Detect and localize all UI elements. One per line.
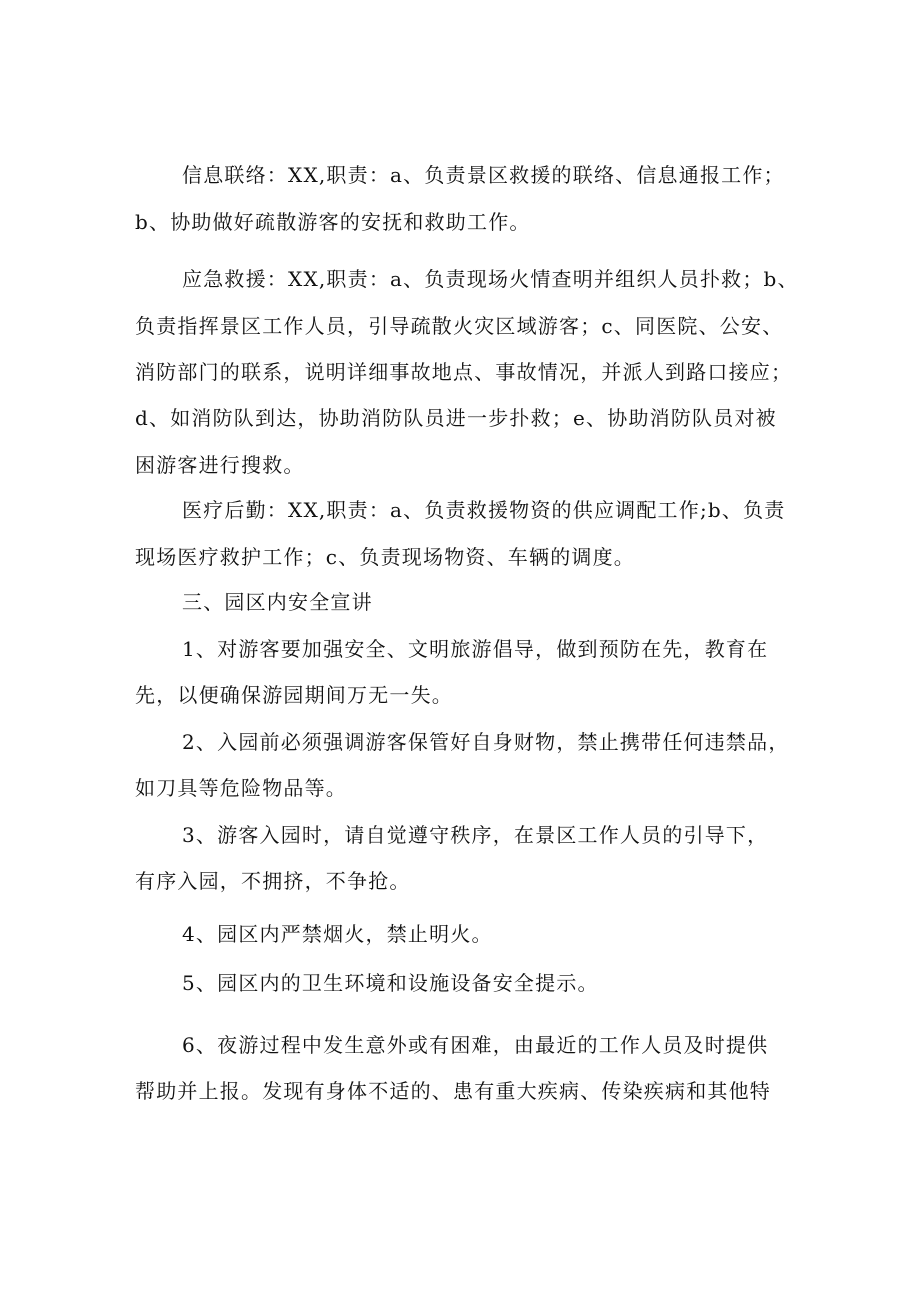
paragraph-emergency-rescue-line-5: 困游客进行搜救。 (135, 453, 305, 477)
paragraph-medical-logistics-line-1: 医疗后勤：XX,职责：a、负责救援物资的供应调配工作;b、负责 (182, 498, 786, 522)
item-5: 5、园区内的卫生环境和设施设备安全提示。 (182, 971, 599, 995)
paragraph-emergency-rescue-line-3: 消防部门的联系，说明详细事故地点、事故情况，并派人到路口接应； (135, 360, 793, 384)
item-6-line-2: 帮助并上报。发现有身体不适的、患有重大疾病、传染疾病和其他特 (135, 1079, 771, 1103)
paragraph-emergency-rescue-line-4: d、如消防队到达，协助消防队员进一步扑救；e、协助消防队员对被 (135, 406, 777, 430)
item-2-line-1: 2、入园前必须强调游客保管好自身财物，禁止携带任何违禁品， (182, 730, 790, 754)
item-6-line-1: 6、夜游过程中发生意外或有困难，由最近的工作人员及时提供 (182, 1033, 769, 1057)
paragraph-info-liaison-line-1: 信息联络：XX,职责：a、负责景区救援的联络、信息通报工作； (182, 163, 785, 187)
item-1-line-2: 先，以便确保游园期间万无一失。 (135, 683, 453, 707)
item-3-line-1: 3、游客入园时，请自觉遵守秩序，在景区工作人员的引导下， (182, 823, 769, 847)
paragraph-info-liaison-line-2: b、协助做好疏散游客的安抚和救助工作。 (135, 210, 531, 234)
item-3-line-2: 有序入园，不拥挤，不争抢。 (135, 869, 411, 893)
paragraph-medical-logistics-line-2: 现场医疗救护工作；c、负责现场物资、车辆的调度。 (135, 545, 636, 569)
item-2-line-2: 如刀具等危险物品等。 (135, 776, 347, 800)
section-heading-safety-briefing: 三、园区内安全宣讲 (182, 590, 373, 614)
item-4: 4、园区内严禁烟火，禁止明火。 (182, 922, 493, 946)
item-1-line-1: 1、对游客要加强安全、文明旅游倡导，做到预防在先，教育在 (182, 637, 769, 661)
paragraph-emergency-rescue-line-1: 应急救援：XX,职责：a、负责现场火情查明并组织人员扑救；b、 (182, 267, 799, 291)
paragraph-emergency-rescue-line-2: 负责指挥景区工作人员，引导疏散火灾区域游客；c、同医院、公安、 (135, 314, 784, 338)
